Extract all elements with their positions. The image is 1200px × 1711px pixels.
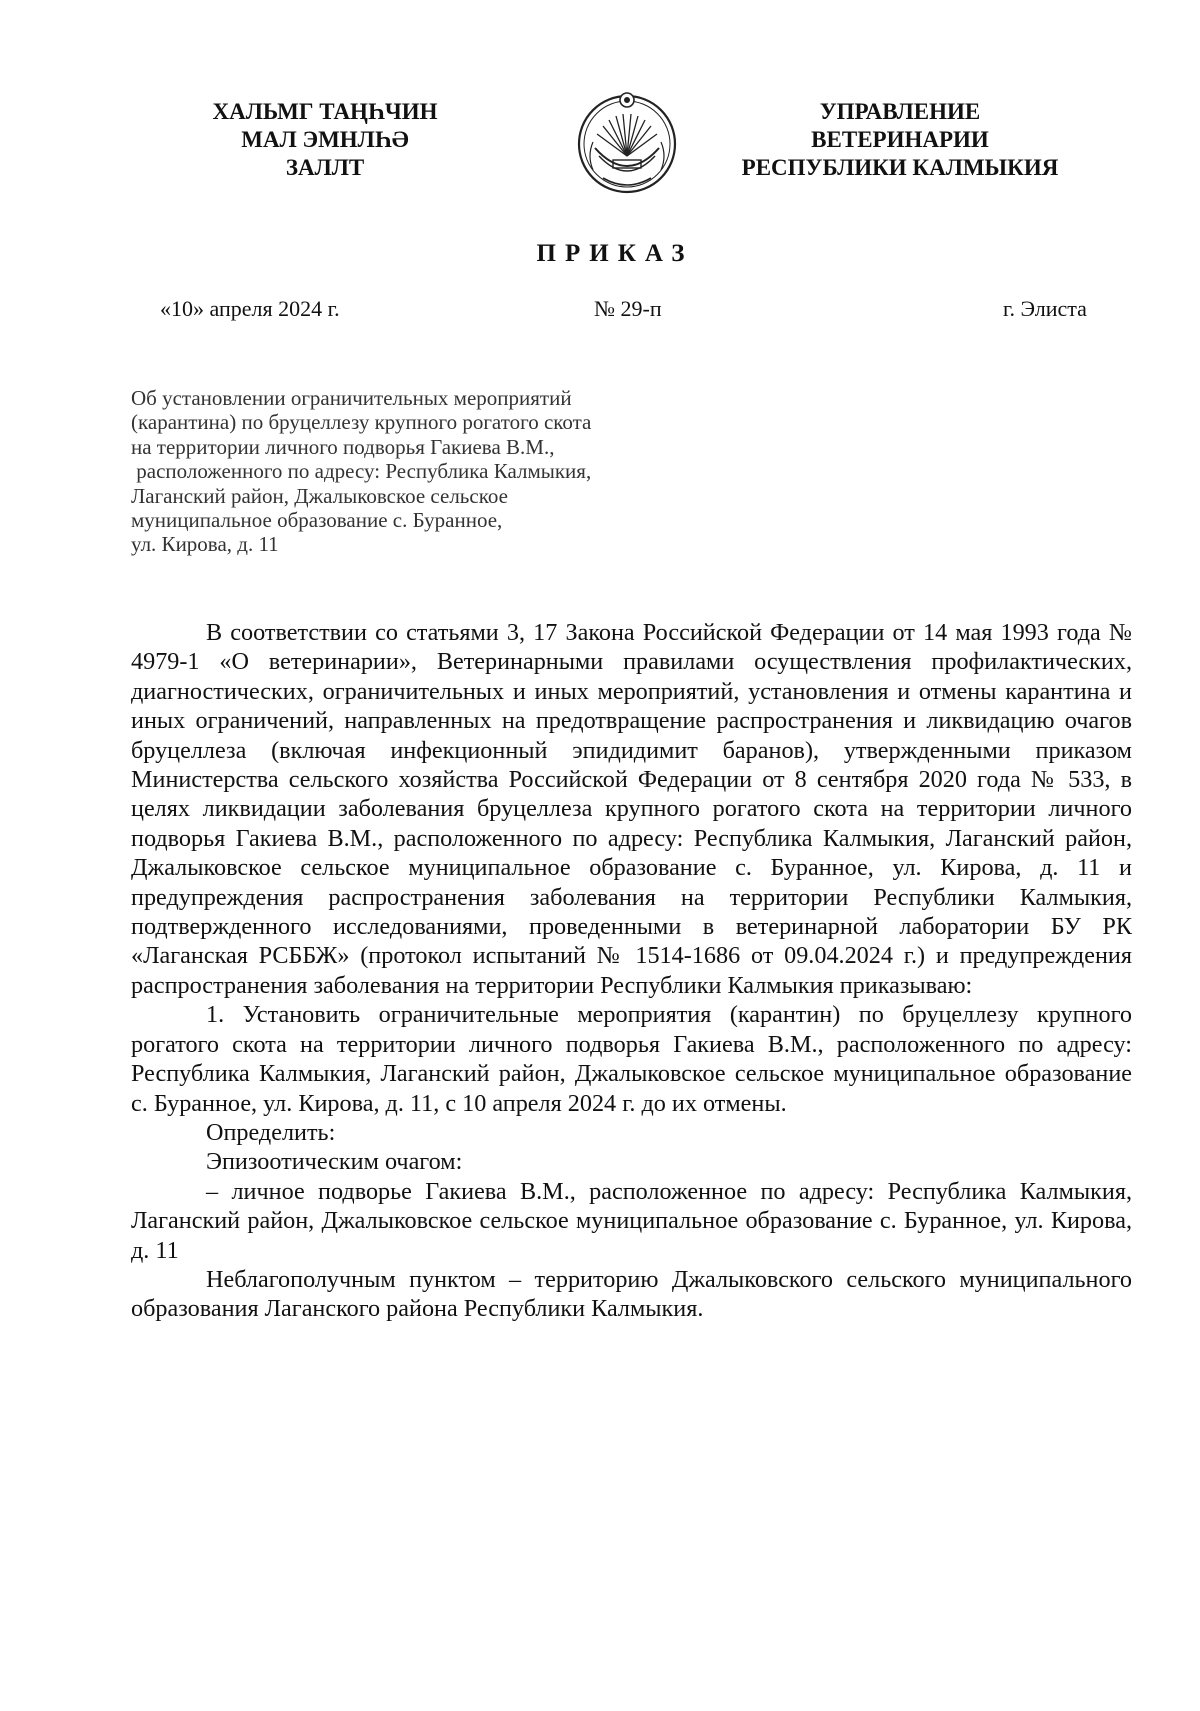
header-left-line: ХАЛЬМГ ТАҢҺЧИН — [212, 99, 438, 124]
body-unfavorable: Неблагополучным пунктом – территорию Джалыковского сельского муниципального образования Лаганского района Республики Калмыкия. — [131, 1265, 1132, 1323]
subject-line: Об установлении ограничительных мероприятий — [131, 386, 572, 410]
document-city: г. Элиста — [1003, 296, 1087, 321]
subject-line: Лаганский район, Джалыковское сельское — [131, 483, 508, 508]
body-define: Определить: — [206, 1118, 336, 1146]
subject-line: ул. Кирова, д. 11 — [131, 532, 279, 557]
document-number: № 29-п — [594, 296, 662, 321]
document-title: ПРИКАЗ — [536, 240, 694, 267]
header-right-line: УПРАВЛЕНИЕ — [819, 99, 981, 124]
subject-line: расположенного по адресу: Республика Калмыкия, — [131, 459, 592, 484]
subject-line: (карантина) по бруцеллезу крупного рогатого скота — [131, 410, 592, 435]
header-russian-name — [700, 98, 1100, 182]
header-right-line: ВЕТЕРИНАРИИ — [811, 127, 989, 152]
document-body — [131, 618, 1132, 1324]
header-left-line: МАЛ ЭМНЛҺӘ — [241, 127, 409, 152]
body-focus-label: Эпизоотическим очагом: — [206, 1148, 463, 1176]
body-preamble: В соответствии со статьями 3, 17 Закона Российской Федерации от 14 мая 1993 года № 4979-1 «О ветеринарии», Ветеринарными правилами осуществления профилактических, диагностических, ограничительных и иных мероприятий, установления и отмены карантина и иных ограничений, направленных на предотвращение распространения и ликвидацию очагов бруцеллеза (включая инфекционный эпидидимит баранов), утвержденными приказом Министерства сельского хозяйства Российской Федерации от 8 сентября 2020 года № 533, в целях ликвидации заболевания бруцеллеза крупного рогатого скота на территории личного подворья Гакиева В.М., расположенного по адресу: Республика Калмыкия, Лаганский район, Джалыковское сельское муниципальное образование с. Буранное, ул. Кирова, д. 11 и предупреждения распространения заболевания на территории Республики Калмыкия, подтвержденного исследованиями, проведенными в ветеринарной лаборатории БУ РК «Лаганская РСББЖ» (протокол испытаний № 1514-1686 от 09.04.2024 г.) и предупреждения распространения заболевания на территории Республики Калмыкия приказываю: — [131, 619, 1132, 999]
subject-line: на территории личного подворья Гакиева В.М., — [131, 434, 555, 459]
body-focus-item: – личное подворье Гакиева В.М., расположенное по адресу: Республика Калмыкия, Лаганский район, Джалыковское сельское муниципальное образование с. Буранное, ул. Кирова, д. 11 — [131, 1177, 1132, 1264]
header-right-line: РЕСПУБЛИКИ КАЛМЫКИЯ — [741, 155, 1059, 180]
document-date: «10» апреля 2024 г. — [160, 296, 340, 321]
header-kalmyk-name — [170, 98, 480, 182]
kalmykia-coat-of-arms-icon — [573, 86, 681, 198]
header-left-line: ЗАЛЛТ — [285, 155, 365, 180]
body-item-1: 1. Установить ограничительные мероприятия (карантин) по бруцеллезу крупного рогатого скота на территории личного подворья Гакиева В.М., расположенного по адресу: Республика Калмыкия, Лаганский район, Джалыковское сельское муниципальное образование с. Буранное, ул. Кирова, д. 11, с 10 апреля 2024 г. до их отмены. — [131, 1001, 1132, 1117]
subject-line: муниципальное образование с. Буранное, — [131, 508, 503, 533]
document-subject — [131, 386, 691, 557]
